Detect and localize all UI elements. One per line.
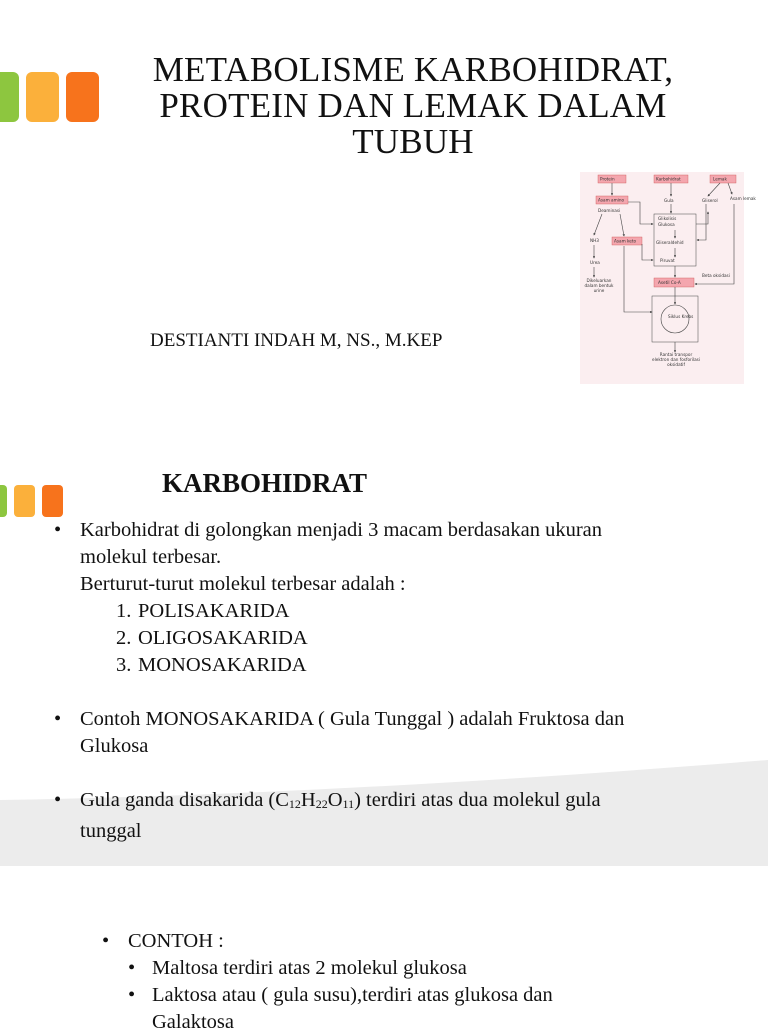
asam-keto-label: Asam keto <box>614 238 637 244</box>
rantai-label: Rantai transpor elektron dan fosforilasi oksidatif <box>652 352 700 367</box>
decorative-squares <box>0 72 99 122</box>
list-item <box>116 652 742 679</box>
classification-list <box>80 598 742 679</box>
orange-square-icon <box>66 72 99 122</box>
subscript-22: 22 <box>315 797 328 811</box>
list-text: MONOSAKARIDA <box>138 654 307 676</box>
lemak-label: Lemak <box>713 176 727 182</box>
p3-post: ) terdiri atas dua molekul gula <box>354 789 601 811</box>
glikolisis-label: Glikolisis <box>658 216 677 221</box>
gliserol-label: Gliserol <box>702 198 718 203</box>
contoh-item-continuation: Galaktosa <box>152 1011 234 1033</box>
green-square-icon <box>0 485 7 517</box>
beta-oksidasi-label: Beta oksidasi <box>702 273 730 278</box>
p3-o: O <box>327 789 343 811</box>
list-item <box>116 625 742 652</box>
dikeluarkan-label: Dikeluarkan dalam bentuk urine <box>584 278 614 293</box>
list-text: POLISAKARIDA <box>138 600 290 622</box>
bullet-monosakarida <box>52 706 742 760</box>
bullet-classification <box>52 517 742 679</box>
title-line-3: TUBUH <box>352 122 474 161</box>
contoh-item <box>128 982 740 1036</box>
contoh-label: • CONTOH : <box>100 928 740 955</box>
asetil-koa-label: Asetil Co-A <box>658 280 681 285</box>
karbohidrat-label: Karbohidrat <box>656 176 681 182</box>
list-item <box>116 598 742 625</box>
bullet-disakarida <box>52 787 742 845</box>
karbohidrat-content <box>52 517 742 845</box>
asam-lemak-label: Asam lemak <box>730 196 756 201</box>
siklus-krebs-label: Siklus Krebs <box>668 314 694 319</box>
gliseraldehid-label: Gliseraldehid <box>656 240 684 245</box>
piruvat-label: Piruvat <box>660 258 675 263</box>
dikeluarkan-wrapper <box>582 278 616 304</box>
yellow-square-icon <box>26 72 59 122</box>
list-text: OLIGOSAKARIDA <box>138 627 308 649</box>
author-name: DESTIANTI INDAH M, NS., M.KEP <box>150 330 443 351</box>
subscript-11: 11 <box>342 797 355 811</box>
title-line-2: PROTEIN DAN LEMAK DALAM <box>159 86 667 125</box>
nh3-label: NH3 <box>590 238 599 243</box>
rantai-wrapper <box>652 352 700 382</box>
contoh-item: • Maltosa terdiri atas 2 molekul glukosa <box>128 955 740 982</box>
krebs-cycle-icon <box>661 305 689 333</box>
p3-pre: Gula ganda disakarida (C <box>80 789 289 811</box>
section-heading: KARBOHIDRAT <box>162 468 368 498</box>
p3-line-1 <box>80 787 742 818</box>
metabolism-diagram <box>580 172 756 384</box>
contoh-section <box>100 928 740 1036</box>
gula-label: Gula <box>664 198 674 203</box>
title-line-1: METABOLISME KARBOHIDRAT, <box>152 50 674 89</box>
p3-line-2: tunggal <box>80 820 142 842</box>
p1-line-3: Berturut-turut molekul terbesar adalah : <box>80 573 406 595</box>
p1-line-2: molekul terbesar. <box>80 546 222 568</box>
contoh-item-text: • Laktosa atau ( gula susu),terdiri atas glukosa dan <box>152 984 553 1006</box>
yellow-square-icon <box>14 485 35 517</box>
p2-line-1: • Contoh MONOSAKARIDA ( Gula Tunggal ) adalah Fruktosa dan <box>80 708 625 730</box>
list-number: 1. <box>116 600 132 622</box>
green-square-icon <box>0 72 19 122</box>
deaminasi-label: Deaminasi <box>598 208 621 213</box>
subscript-12: 12 <box>288 797 301 811</box>
p3-h: H <box>300 789 316 811</box>
slide-title <box>118 52 708 160</box>
p2-line-2: Glukosa <box>80 735 149 757</box>
glukosa-label: Glukosa <box>658 222 675 227</box>
decorative-squares-2 <box>0 485 63 517</box>
list-number: 3. <box>116 654 132 676</box>
title-slide <box>0 0 768 440</box>
list-number: 2. <box>116 627 132 649</box>
asam-amino-label: Asam amino <box>598 197 625 203</box>
p1-line-1: • Karbohidrat di golongkan menjadi 3 macam berdasakan ukuran <box>80 519 603 541</box>
urea-label: Urea <box>590 260 600 265</box>
orange-square-icon <box>42 485 63 517</box>
protein-label: Protein <box>600 176 615 182</box>
